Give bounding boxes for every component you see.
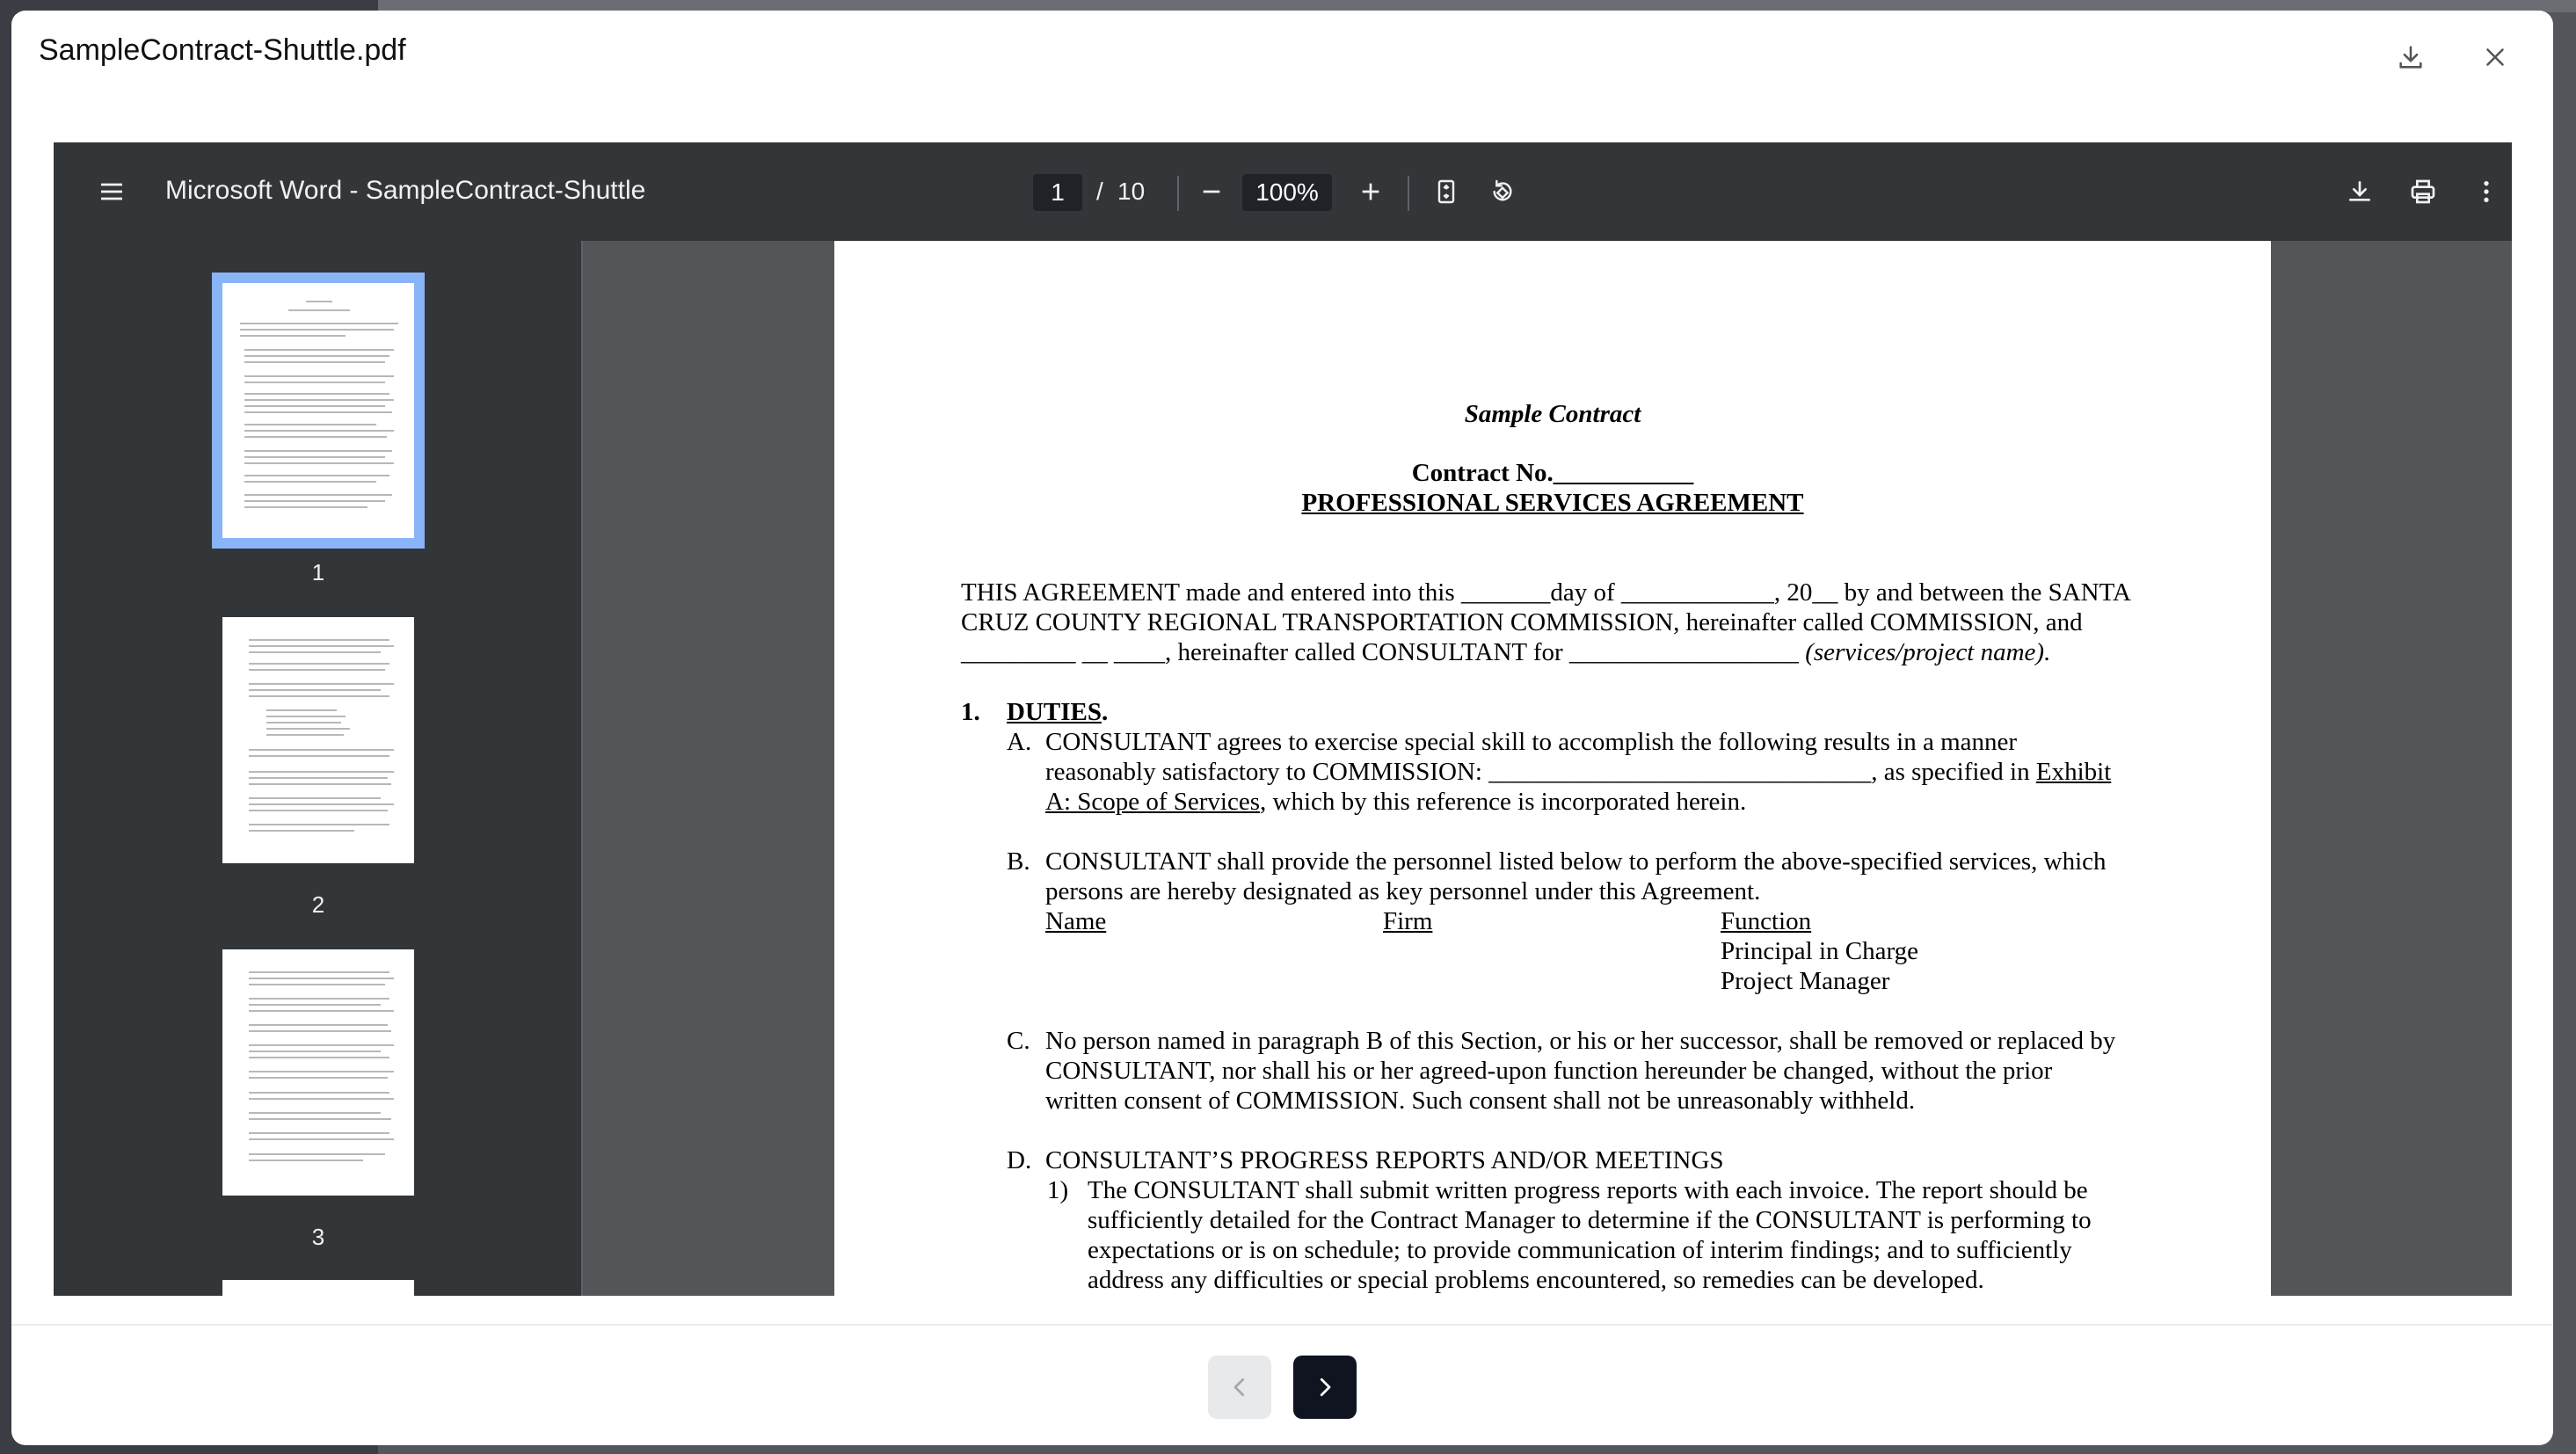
- modal-title: SampleContract-Shuttle.pdf: [39, 33, 406, 67]
- page-thumbnail[interactable]: [222, 617, 414, 863]
- more-options-button[interactable]: [2467, 172, 2506, 211]
- personnel-function: Principal in Charge: [1721, 937, 1918, 965]
- chevron-left-icon: [1226, 1374, 1253, 1400]
- pdf-download-button[interactable]: [2340, 172, 2379, 211]
- hamburger-icon: [98, 178, 126, 206]
- clause-label: C.: [1007, 1027, 1030, 1055]
- page-thumbnail[interactable]: [222, 949, 414, 1196]
- clause-text: sufficiently detailed for the Contract Manager to determine if the CONSULTANT is performing to: [1088, 1206, 2092, 1234]
- section-number: 1.: [961, 698, 980, 726]
- thumbnail-sidebar: [54, 241, 583, 1296]
- personnel-col-firm: Firm: [1383, 907, 1433, 935]
- page-separator: /: [1096, 178, 1103, 205]
- clause-text: written consent of COMMISSION. Such consent shall not be unreasonably withheld.: [1045, 1087, 1916, 1115]
- clause-label: D.: [1007, 1146, 1032, 1174]
- intro-line: THIS AGREEMENT made and entered into this _______day of ____________, 20__ by and between the SANTA: [961, 578, 2131, 607]
- rotate-icon: [1488, 178, 1517, 206]
- personnel-col-function: Function: [1721, 907, 1812, 935]
- agreement-title: PROFESSIONAL SERVICES AGREEMENT: [1301, 489, 1804, 517]
- close-button[interactable]: [2475, 37, 2515, 77]
- clause-text: CONSULTANT agrees to exercise special skill to accomplish the following results in a manner: [1045, 728, 2018, 756]
- intro-line: CRUZ COUNTY REGIONAL TRANSPORTATION COMMISSION, hereinafter called COMMISSION, and: [961, 608, 2083, 636]
- menu-button[interactable]: [94, 174, 129, 209]
- more-vert-icon: [2472, 178, 2500, 206]
- pdf-toolbar: [54, 142, 2512, 241]
- clause-text: address any difficulties or special problems encountered, so remedies can be developed.: [1088, 1266, 1984, 1294]
- toolbar-divider: [1177, 176, 1179, 211]
- download-icon: [2396, 42, 2426, 72]
- document-title: Microsoft Word - SampleContract-Shuttle: [165, 176, 646, 205]
- clause-text: No person named in paragraph B of this Section, or his or her successor, shall be removed or replaced by: [1045, 1027, 2116, 1055]
- rotate-button[interactable]: [1483, 172, 1522, 211]
- previous-button[interactable]: [1208, 1356, 1271, 1419]
- clause-label: B.: [1007, 847, 1030, 876]
- personnel-col-name: Name: [1045, 907, 1107, 935]
- clause-text: expectations or is on schedule; to provide communication of interim findings; and to sufficiently: [1088, 1236, 2072, 1264]
- clause-text: reasonably satisfactory to COMMISSION: ______________________________, as specified in Exhibit: [1045, 758, 2112, 786]
- close-icon: [2480, 42, 2510, 72]
- fit-page-icon: [1432, 178, 1460, 206]
- modal-header: [11, 11, 2553, 98]
- clause-text: CONSULTANT shall provide the personnel listed below to perform the above-specified services, which: [1045, 847, 2107, 876]
- intro-line: _________ __ ____, hereinafter called CONSULTANT for __________________ (services/project name).: [961, 638, 2051, 666]
- page-number-input[interactable]: 1: [1033, 174, 1082, 211]
- subclause-label: 1): [1047, 1176, 1069, 1204]
- section-title: DUTIES.: [1007, 698, 1109, 726]
- fit-page-button[interactable]: [1427, 172, 1466, 211]
- next-button[interactable]: [1293, 1356, 1357, 1419]
- document-canvas: [585, 241, 2512, 1296]
- toolbar-divider: [1408, 176, 1409, 211]
- pdf-preview-modal: [11, 11, 2553, 1445]
- zoom-in-button[interactable]: [1351, 172, 1390, 211]
- clause-text: CONSULTANT, nor shall his or her agreed-upon function hereunder be changed, without the prior: [1045, 1057, 2053, 1085]
- clause-title: CONSULTANT’S PROGRESS REPORTS AND/OR MEETINGS: [1045, 1146, 1724, 1174]
- thumbnail-label: 3: [311, 1224, 325, 1250]
- modal-footer: [11, 1324, 2553, 1445]
- minus-icon: [1197, 178, 1226, 206]
- clause-text: The CONSULTANT shall submit written progress reports with each invoice. The report should be: [1088, 1176, 2088, 1204]
- pdf-page: [834, 241, 2271, 1296]
- clause-text: A: Scope of Services, which by this reference is incorporated herein.: [1045, 788, 1747, 816]
- page-total: 10: [1117, 178, 1146, 205]
- thumbnail-label: 1: [311, 559, 325, 585]
- clause-label: A.: [1007, 728, 1032, 756]
- page-thumbnail[interactable]: [222, 283, 414, 538]
- personnel-function: Project Manager: [1721, 967, 1890, 995]
- zoom-input[interactable]: 100%: [1242, 174, 1332, 211]
- print-icon: [2409, 178, 2437, 206]
- download-button[interactable]: [2390, 37, 2431, 77]
- doc-heading: Sample Contract: [1464, 400, 1641, 428]
- chevron-right-icon: [1312, 1374, 1338, 1400]
- download-icon: [2346, 178, 2374, 206]
- plus-icon: [1357, 178, 1385, 206]
- zoom-out-button[interactable]: [1192, 172, 1231, 211]
- thumbnail-label: 2: [311, 891, 325, 918]
- print-button[interactable]: [2404, 172, 2442, 211]
- contract-number: Contract No.___________: [1411, 459, 1694, 487]
- clause-text: persons are hereby designated as key personnel under this Agreement.: [1045, 877, 1761, 905]
- pdf-viewer: [54, 142, 2512, 1296]
- page-thumbnail[interactable]: [222, 1280, 414, 1296]
